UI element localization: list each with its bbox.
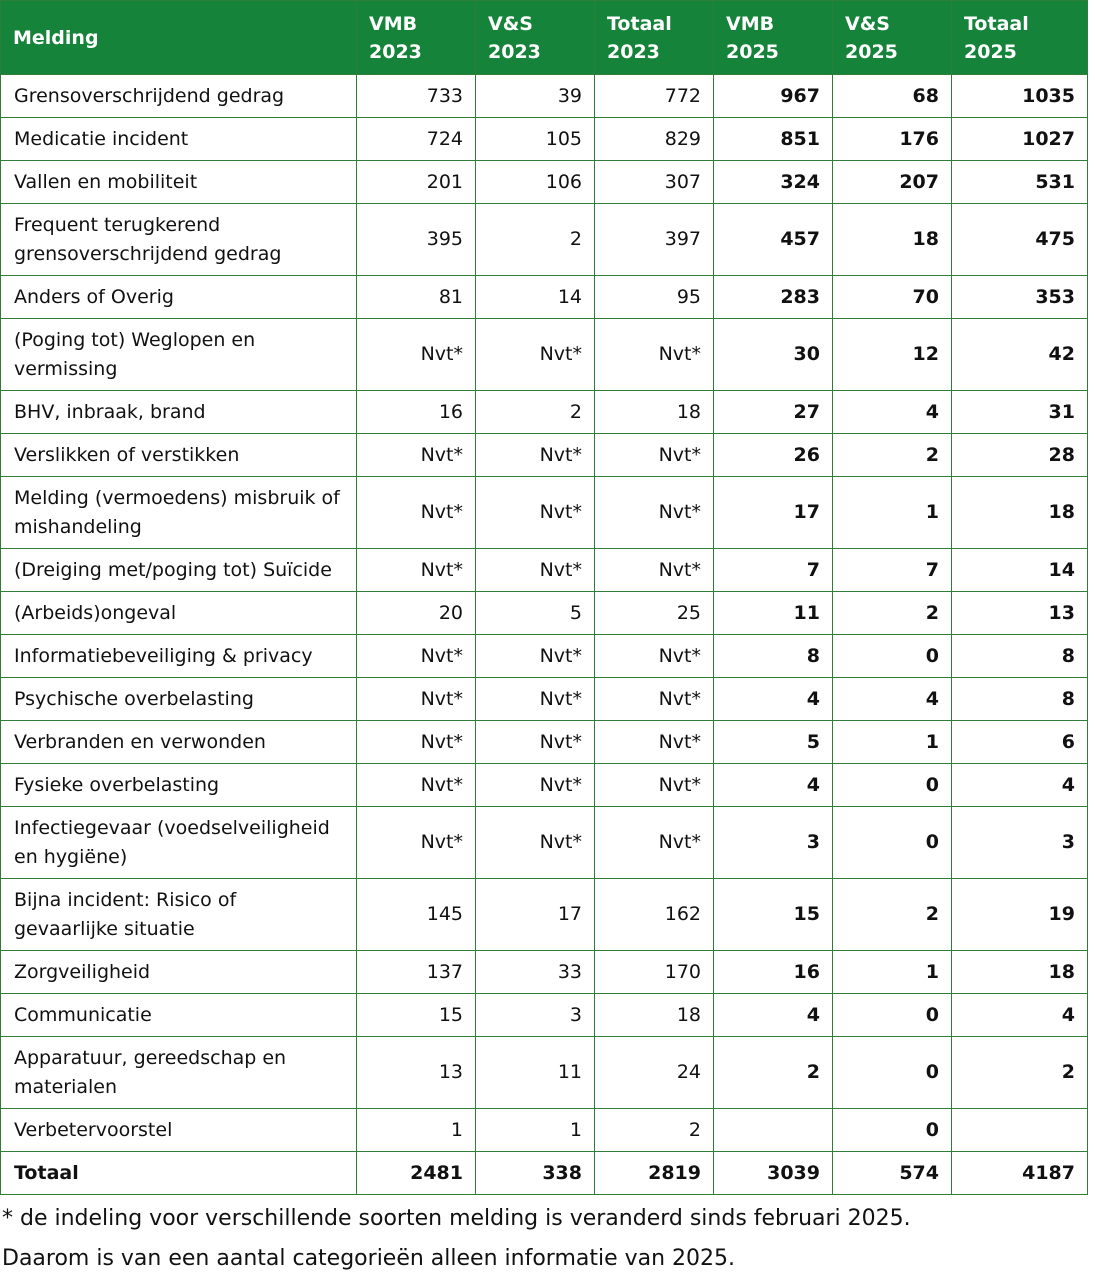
table-row bbox=[1, 678, 1088, 721]
header-melding: Melding bbox=[1, 1, 357, 75]
row-label: Verslikken of verstikken bbox=[1, 434, 357, 477]
cell-vs-2025: 0 bbox=[833, 807, 952, 879]
cell-totaal-2025: 18 bbox=[952, 477, 1088, 549]
cell-totaal-2023: 95 bbox=[595, 276, 714, 319]
cell-vmb-2023: 137 bbox=[357, 951, 476, 994]
cell-vs-2023: Nvt* bbox=[476, 477, 595, 549]
cell-vs-2025: 207 bbox=[833, 161, 952, 204]
row-label: BHV, inbraak, brand bbox=[1, 391, 357, 434]
cell-totaal-2025: 13 bbox=[952, 592, 1088, 635]
cell-vs-2025: 0 bbox=[833, 1109, 952, 1152]
cell-vmb-2023: Nvt* bbox=[357, 807, 476, 879]
total-label: Totaal bbox=[1, 1152, 357, 1195]
header-year: 2023 bbox=[369, 40, 422, 63]
cell-vs-2023: 1 bbox=[476, 1109, 595, 1152]
cell-vs-2023: 11 bbox=[476, 1037, 595, 1109]
cell-totaal-2023: 162 bbox=[595, 879, 714, 951]
cell-totaal-2025: 8 bbox=[952, 635, 1088, 678]
cell-totaal-2023: Nvt* bbox=[595, 434, 714, 477]
total-vmb-2023: 2481 bbox=[357, 1152, 476, 1195]
table-row bbox=[1, 434, 1088, 477]
cell-totaal-2025: 19 bbox=[952, 879, 1088, 951]
cell-vs-2023: 39 bbox=[476, 75, 595, 118]
header-label: Totaal bbox=[964, 12, 1029, 35]
header-year: 2025 bbox=[845, 40, 898, 63]
cell-vs-2025: 0 bbox=[833, 764, 952, 807]
cell-totaal-2023: Nvt* bbox=[595, 807, 714, 879]
cell-vmb-2025: 3 bbox=[714, 807, 833, 879]
cell-vs-2025: 0 bbox=[833, 1037, 952, 1109]
cell-vmb-2023: Nvt* bbox=[357, 477, 476, 549]
cell-vs-2023: 14 bbox=[476, 276, 595, 319]
cell-vmb-2023: Nvt* bbox=[357, 319, 476, 391]
header-label: VMB bbox=[369, 12, 418, 35]
cell-vmb-2025: 30 bbox=[714, 319, 833, 391]
table-row bbox=[1, 721, 1088, 764]
row-label: (Dreiging met/poging tot) Suïcide bbox=[1, 549, 357, 592]
cell-totaal-2023: Nvt* bbox=[595, 721, 714, 764]
cell-vs-2025: 4 bbox=[833, 678, 952, 721]
header-year: 2025 bbox=[726, 40, 779, 63]
cell-vs-2023: Nvt* bbox=[476, 807, 595, 879]
table-row bbox=[1, 319, 1088, 391]
row-label: Medicatie incident bbox=[1, 118, 357, 161]
cell-vs-2025: 1 bbox=[833, 951, 952, 994]
table-row bbox=[1, 994, 1088, 1037]
cell-vs-2023: 33 bbox=[476, 951, 595, 994]
cell-vs-2025: 12 bbox=[833, 319, 952, 391]
cell-vmb-2025: 15 bbox=[714, 879, 833, 951]
cell-vs-2023: Nvt* bbox=[476, 678, 595, 721]
header-label: V&S bbox=[845, 12, 890, 35]
cell-vmb-2023: Nvt* bbox=[357, 549, 476, 592]
row-label: Apparatuur, gereedschap en materialen bbox=[1, 1037, 357, 1109]
total-row bbox=[1, 1152, 1088, 1195]
cell-vmb-2025: 851 bbox=[714, 118, 833, 161]
cell-vs-2025: 1 bbox=[833, 721, 952, 764]
row-label: Infectiegevaar (voedselveiligheid en hygiëne) bbox=[1, 807, 357, 879]
cell-vs-2025: 2 bbox=[833, 434, 952, 477]
row-label: Bijna incident: Risico of gevaarlijke situatie bbox=[1, 879, 357, 951]
cell-vmb-2025: 967 bbox=[714, 75, 833, 118]
row-label: Vallen en mobiliteit bbox=[1, 161, 357, 204]
cell-totaal-2025: 6 bbox=[952, 721, 1088, 764]
cell-totaal-2023: 772 bbox=[595, 75, 714, 118]
cell-vs-2023: 105 bbox=[476, 118, 595, 161]
cell-totaal-2025: 18 bbox=[952, 951, 1088, 994]
cell-vmb-2023: 395 bbox=[357, 204, 476, 276]
cell-vs-2025: 2 bbox=[833, 592, 952, 635]
cell-vs-2025: 18 bbox=[833, 204, 952, 276]
header-year: 2025 bbox=[964, 40, 1017, 63]
cell-totaal-2023: 397 bbox=[595, 204, 714, 276]
cell-vmb-2023: Nvt* bbox=[357, 635, 476, 678]
cell-vs-2025: 0 bbox=[833, 994, 952, 1037]
cell-vs-2025: 68 bbox=[833, 75, 952, 118]
cell-vs-2025: 70 bbox=[833, 276, 952, 319]
cell-totaal-2023: Nvt* bbox=[595, 635, 714, 678]
table-row bbox=[1, 75, 1088, 118]
cell-totaal-2025: 4 bbox=[952, 764, 1088, 807]
header-label: VMB bbox=[726, 12, 775, 35]
cell-vmb-2025: 4 bbox=[714, 678, 833, 721]
cell-vs-2023: Nvt* bbox=[476, 635, 595, 678]
cell-vmb-2023: 733 bbox=[357, 75, 476, 118]
cell-vs-2025: 0 bbox=[833, 635, 952, 678]
header-vmb-2025 bbox=[714, 1, 833, 75]
cell-totaal-2025: 4 bbox=[952, 994, 1088, 1037]
cell-vs-2023: Nvt* bbox=[476, 319, 595, 391]
cell-vmb-2023: 16 bbox=[357, 391, 476, 434]
row-label: Verbranden en verwonden bbox=[1, 721, 357, 764]
cell-totaal-2025: 353 bbox=[952, 276, 1088, 319]
row-label: Zorgveiligheid bbox=[1, 951, 357, 994]
cell-totaal-2025: 3 bbox=[952, 807, 1088, 879]
table-row bbox=[1, 879, 1088, 951]
cell-vs-2023: 5 bbox=[476, 592, 595, 635]
table-row bbox=[1, 951, 1088, 994]
cell-vmb-2025: 26 bbox=[714, 434, 833, 477]
cell-totaal-2025: 8 bbox=[952, 678, 1088, 721]
header-vs-2023 bbox=[476, 1, 595, 75]
row-label: Informatiebeveiliging & privacy bbox=[1, 635, 357, 678]
cell-vmb-2025: 11 bbox=[714, 592, 833, 635]
total-totaal-2025: 4187 bbox=[952, 1152, 1088, 1195]
cell-totaal-2023: 18 bbox=[595, 391, 714, 434]
cell-vmb-2025: 283 bbox=[714, 276, 833, 319]
cell-totaal-2025: 531 bbox=[952, 161, 1088, 204]
table-row bbox=[1, 764, 1088, 807]
table-body bbox=[1, 75, 1088, 1195]
cell-vmb-2023: 81 bbox=[357, 276, 476, 319]
row-label: Anders of Overig bbox=[1, 276, 357, 319]
table-row bbox=[1, 477, 1088, 549]
cell-vs-2025: 176 bbox=[833, 118, 952, 161]
cell-vs-2023: 2 bbox=[476, 204, 595, 276]
cell-vmb-2023: Nvt* bbox=[357, 764, 476, 807]
cell-vmb-2023: 201 bbox=[357, 161, 476, 204]
row-label: Frequent terugkerend grensoverschrijdend gedrag bbox=[1, 204, 357, 276]
cell-totaal-2025 bbox=[952, 1109, 1088, 1152]
cell-totaal-2023: 829 bbox=[595, 118, 714, 161]
cell-vmb-2025: 16 bbox=[714, 951, 833, 994]
cell-vmb-2023: 145 bbox=[357, 879, 476, 951]
cell-vmb-2025 bbox=[714, 1109, 833, 1152]
total-vmb-2025: 3039 bbox=[714, 1152, 833, 1195]
table-row bbox=[1, 118, 1088, 161]
row-label: (Arbeids)ongeval bbox=[1, 592, 357, 635]
footnote-line-2: Daarom is van een aantal categorieën alleen informatie van 2025. bbox=[2, 1246, 736, 1271]
cell-vmb-2023: 13 bbox=[357, 1037, 476, 1109]
cell-vmb-2025: 27 bbox=[714, 391, 833, 434]
cell-totaal-2025: 31 bbox=[952, 391, 1088, 434]
cell-totaal-2023: Nvt* bbox=[595, 549, 714, 592]
row-label: Communicatie bbox=[1, 994, 357, 1037]
header-totaal-2023 bbox=[595, 1, 714, 75]
row-label: Psychische overbelasting bbox=[1, 678, 357, 721]
cell-vs-2023: 106 bbox=[476, 161, 595, 204]
table-row bbox=[1, 807, 1088, 879]
header-year: 2023 bbox=[607, 40, 660, 63]
cell-vmb-2025: 7 bbox=[714, 549, 833, 592]
total-vs-2023: 338 bbox=[476, 1152, 595, 1195]
cell-vmb-2025: 324 bbox=[714, 161, 833, 204]
cell-totaal-2023: 307 bbox=[595, 161, 714, 204]
cell-vmb-2025: 457 bbox=[714, 204, 833, 276]
header-vs-2025 bbox=[833, 1, 952, 75]
cell-totaal-2025: 2 bbox=[952, 1037, 1088, 1109]
table-row bbox=[1, 391, 1088, 434]
cell-vmb-2025: 4 bbox=[714, 994, 833, 1037]
cell-totaal-2025: 475 bbox=[952, 204, 1088, 276]
cell-vs-2023: 2 bbox=[476, 391, 595, 434]
header-row bbox=[1, 1, 1088, 75]
cell-totaal-2023: Nvt* bbox=[595, 678, 714, 721]
cell-totaal-2023: Nvt* bbox=[595, 764, 714, 807]
row-label: Grensoverschrijdend gedrag bbox=[1, 75, 357, 118]
cell-vs-2023: 3 bbox=[476, 994, 595, 1037]
table-row bbox=[1, 635, 1088, 678]
cell-totaal-2023: 24 bbox=[595, 1037, 714, 1109]
cell-totaal-2023: Nvt* bbox=[595, 477, 714, 549]
cell-vmb-2025: 8 bbox=[714, 635, 833, 678]
cell-vmb-2023: 724 bbox=[357, 118, 476, 161]
cell-vmb-2025: 5 bbox=[714, 721, 833, 764]
row-label: (Poging tot) Weglopen en vermissing bbox=[1, 319, 357, 391]
table-row bbox=[1, 1109, 1088, 1152]
cell-vs-2025: 1 bbox=[833, 477, 952, 549]
header-year: 2023 bbox=[488, 40, 541, 63]
cell-totaal-2023: 18 bbox=[595, 994, 714, 1037]
cell-vmb-2023: Nvt* bbox=[357, 434, 476, 477]
cell-vs-2023: Nvt* bbox=[476, 764, 595, 807]
cell-totaal-2023: 170 bbox=[595, 951, 714, 994]
cell-totaal-2025: 14 bbox=[952, 549, 1088, 592]
cell-vmb-2023: Nvt* bbox=[357, 721, 476, 764]
cell-totaal-2025: 42 bbox=[952, 319, 1088, 391]
table-row bbox=[1, 549, 1088, 592]
table-row bbox=[1, 592, 1088, 635]
row-label: Fysieke overbelasting bbox=[1, 764, 357, 807]
cell-vmb-2023: 15 bbox=[357, 994, 476, 1037]
cell-vmb-2023: 20 bbox=[357, 592, 476, 635]
footnote-line-1: * de indeling voor verschillende soorten melding is veranderd sinds februari 2025. bbox=[2, 1206, 911, 1231]
table-row bbox=[1, 204, 1088, 276]
cell-vmb-2025: 2 bbox=[714, 1037, 833, 1109]
table-row bbox=[1, 161, 1088, 204]
cell-vs-2023: 17 bbox=[476, 879, 595, 951]
cell-totaal-2023: 2 bbox=[595, 1109, 714, 1152]
cell-vmb-2025: 17 bbox=[714, 477, 833, 549]
cell-vs-2023: Nvt* bbox=[476, 434, 595, 477]
cell-totaal-2023: 25 bbox=[595, 592, 714, 635]
cell-vs-2025: 2 bbox=[833, 879, 952, 951]
cell-totaal-2025: 28 bbox=[952, 434, 1088, 477]
total-vs-2025: 574 bbox=[833, 1152, 952, 1195]
cell-vmb-2023: Nvt* bbox=[357, 678, 476, 721]
cell-vs-2023: Nvt* bbox=[476, 549, 595, 592]
total-totaal-2023: 2819 bbox=[595, 1152, 714, 1195]
table-row bbox=[1, 1037, 1088, 1109]
header-label: Totaal bbox=[607, 12, 672, 35]
header-vmb-2023 bbox=[357, 1, 476, 75]
cell-totaal-2023: Nvt* bbox=[595, 319, 714, 391]
row-label: Verbetervoorstel bbox=[1, 1109, 357, 1152]
cell-vs-2023: Nvt* bbox=[476, 721, 595, 764]
cell-vs-2025: 7 bbox=[833, 549, 952, 592]
cell-vs-2025: 4 bbox=[833, 391, 952, 434]
cell-totaal-2025: 1027 bbox=[952, 118, 1088, 161]
cell-vmb-2023: 1 bbox=[357, 1109, 476, 1152]
row-label: Melding (vermoedens) misbruik of mishandeling bbox=[1, 477, 357, 549]
table-row bbox=[1, 276, 1088, 319]
cell-totaal-2025: 1035 bbox=[952, 75, 1088, 118]
footnote bbox=[0, 1199, 1095, 1279]
cell-vmb-2025: 4 bbox=[714, 764, 833, 807]
header-totaal-2025 bbox=[952, 1, 1088, 75]
header-label: V&S bbox=[488, 12, 533, 35]
